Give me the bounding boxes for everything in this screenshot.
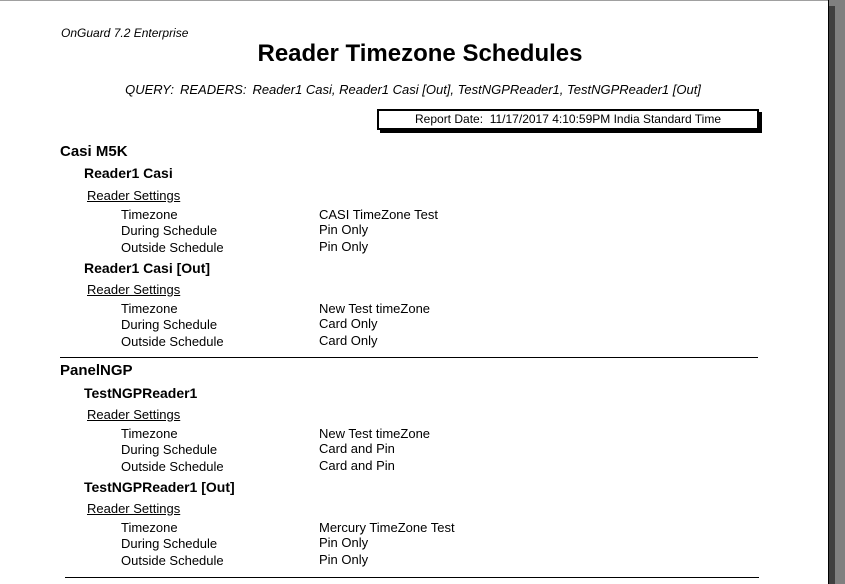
- report-date-label: Report Date:: [415, 112, 484, 126]
- setting-label: Outside Schedule: [121, 334, 224, 349]
- panel-name: Casi M5K: [60, 143, 128, 160]
- page-edge: [0, 0, 828, 1]
- section-heading: Reader Settings: [87, 188, 181, 203]
- reader-name: TestNGPReader1 [Out]: [84, 479, 235, 495]
- setting-value: New Test timeZone: [319, 301, 431, 316]
- section-heading: Reader Settings: [87, 407, 181, 422]
- reader-name: Reader1 Casi [Out]: [84, 260, 211, 276]
- panel-name: PanelNGP: [60, 362, 133, 379]
- setting-label: Timezone: [121, 426, 178, 441]
- setting-label: Outside Schedule: [121, 553, 224, 568]
- query-value: Reader1 Casi, Reader1 Casi [Out], TestNGPReader1, TestNGPReader1 [Out]: [252, 82, 701, 97]
- query-line: [0, 82, 826, 97]
- setting-label: Timezone: [121, 301, 178, 316]
- setting-value: Card Only: [319, 316, 378, 331]
- section-heading: Reader Settings: [87, 501, 181, 516]
- report-title: Reader Timezone Schedules: [257, 40, 583, 67]
- setting-label: During Schedule: [121, 317, 218, 332]
- panel-divider: [65, 577, 759, 578]
- page-shadow: [829, 6, 835, 584]
- setting-value: Pin Only: [319, 239, 369, 254]
- report-date-value: 11/17/2017 4:10:59PM India Standard Time: [489, 112, 721, 126]
- setting-label: Timezone: [121, 207, 178, 222]
- setting-label: Outside Schedule: [121, 240, 224, 255]
- product-name: OnGuard 7.2 Enterprise: [61, 26, 189, 40]
- setting-label: Outside Schedule: [121, 459, 224, 474]
- setting-value: New Test timeZone: [319, 426, 431, 441]
- reader-name: TestNGPReader1: [84, 385, 198, 401]
- setting-value: Card and Pin: [319, 441, 395, 456]
- report-date-box: [377, 109, 759, 130]
- setting-label: During Schedule: [121, 536, 218, 551]
- setting-label: During Schedule: [121, 223, 218, 238]
- setting-value: Card Only: [319, 333, 378, 348]
- setting-value: CASI TimeZone Test: [319, 207, 438, 222]
- setting-label: During Schedule: [121, 442, 218, 457]
- setting-label: Timezone: [121, 520, 178, 535]
- setting-value: Mercury TimeZone Test: [319, 520, 455, 535]
- query-label: QUERY:: [125, 82, 174, 97]
- setting-value: Pin Only: [319, 222, 369, 237]
- setting-value: Pin Only: [319, 552, 369, 567]
- setting-value: Card and Pin: [319, 458, 395, 473]
- setting-value: Pin Only: [319, 535, 369, 550]
- reader-name: Reader1 Casi: [84, 165, 173, 181]
- query-field: READERS:: [179, 82, 247, 97]
- section-heading: Reader Settings: [87, 282, 181, 297]
- panel-divider: [60, 357, 758, 358]
